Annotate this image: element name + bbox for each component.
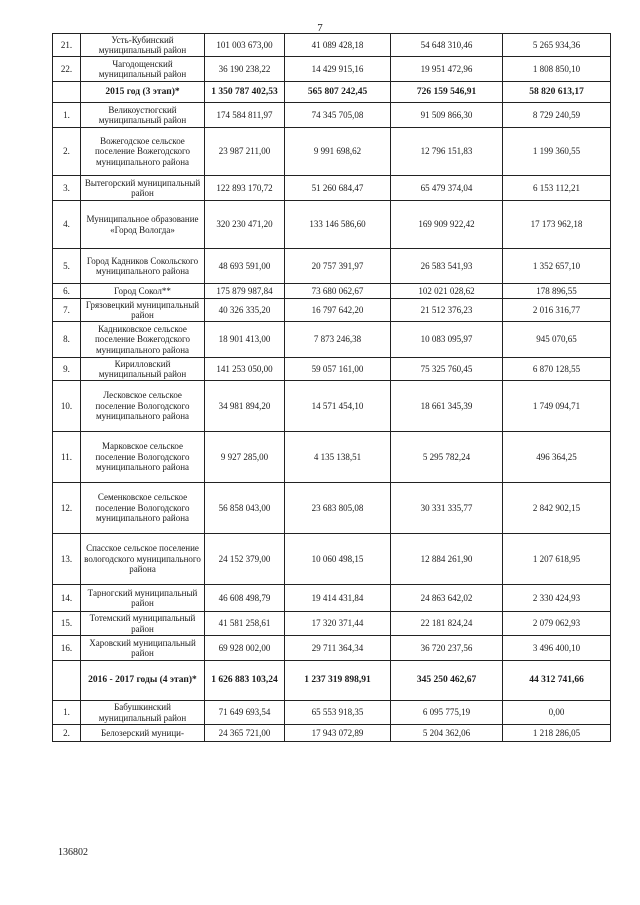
table-row bbox=[53, 432, 611, 483]
fund-share-cell: 14 571 454,10 bbox=[285, 381, 391, 432]
regional-share-cell: 169 909 922,42 bbox=[391, 201, 503, 249]
local-share-cell: 2 842 902,15 bbox=[503, 483, 611, 534]
regional-share-cell: 21 512 376,23 bbox=[391, 299, 503, 322]
fund-share-cell: 133 146 586,60 bbox=[285, 201, 391, 249]
fund-share-cell: 16 797 642,20 bbox=[285, 299, 391, 322]
regional-share-cell: 12 884 261,90 bbox=[391, 534, 503, 585]
regional-share-cell: 26 583 541,93 bbox=[391, 249, 503, 284]
row-number: 3. bbox=[53, 176, 81, 201]
municipality-name: Грязовецкий муниципальный район bbox=[81, 299, 205, 322]
municipality-name: Харовский муниципальный район bbox=[81, 636, 205, 661]
table-row bbox=[53, 57, 611, 82]
local-share-cell: 496 364,25 bbox=[503, 432, 611, 483]
row-number bbox=[53, 661, 81, 701]
section-title: 2015 год (3 этап)* bbox=[81, 82, 205, 103]
row-number: 22. bbox=[53, 57, 81, 82]
total-cost-cell: 9 927 285,00 bbox=[205, 432, 285, 483]
total-cost-cell: 40 326 335,20 bbox=[205, 299, 285, 322]
local-share-cell: 1 218 286,05 bbox=[503, 725, 611, 742]
local-share-cell: 2 079 062,93 bbox=[503, 612, 611, 636]
regional-share-cell: 65 479 374,04 bbox=[391, 176, 503, 201]
fund-share-cell: 20 757 391,97 bbox=[285, 249, 391, 284]
municipality-name: Чагодощенский муниципальный район bbox=[81, 57, 205, 82]
regional-share-cell: 12 796 151,83 bbox=[391, 128, 503, 176]
row-number: 1. bbox=[53, 103, 81, 128]
document-id: 136802 bbox=[58, 847, 88, 858]
regional-share-cell: 10 083 095,97 bbox=[391, 322, 503, 358]
regional-share-cell: 19 951 472,96 bbox=[391, 57, 503, 82]
fund-share-cell: 65 553 918,35 bbox=[285, 701, 391, 725]
total-cost-cell: 101 003 673,00 bbox=[205, 34, 285, 57]
municipality-name: Бабушкинский муниципальный район bbox=[81, 701, 205, 725]
local-share-cell: 6 870 128,55 bbox=[503, 358, 611, 381]
municipality-name: Марковское сельское поселение Вологодского муниципального района bbox=[81, 432, 205, 483]
table-row bbox=[53, 725, 611, 742]
table-row bbox=[53, 381, 611, 432]
municipality-name: Город Сокол** bbox=[81, 284, 205, 299]
local-share-cell: 44 312 741,66 bbox=[503, 661, 611, 701]
local-share-cell: 2 016 316,77 bbox=[503, 299, 611, 322]
table-row bbox=[53, 103, 611, 128]
local-share-cell: 1 808 850,10 bbox=[503, 57, 611, 82]
table-row bbox=[53, 534, 611, 585]
resettlement-budget-table bbox=[52, 33, 611, 742]
row-number: 2. bbox=[53, 725, 81, 742]
municipality-name: Спасское сельское поселение вологодского муниципального района bbox=[81, 534, 205, 585]
total-cost-cell: 18 901 413,00 bbox=[205, 322, 285, 358]
row-number: 8. bbox=[53, 322, 81, 358]
regional-share-cell: 36 720 237,56 bbox=[391, 636, 503, 661]
table-row bbox=[53, 201, 611, 249]
row-number: 21. bbox=[53, 34, 81, 57]
local-share-cell: 1 199 360,55 bbox=[503, 128, 611, 176]
total-cost-cell: 320 230 471,20 bbox=[205, 201, 285, 249]
table-row bbox=[53, 358, 611, 381]
local-share-cell: 6 153 112,21 bbox=[503, 176, 611, 201]
local-share-cell: 0,00 bbox=[503, 701, 611, 725]
total-cost-cell: 23 987 211,00 bbox=[205, 128, 285, 176]
row-number: 7. bbox=[53, 299, 81, 322]
regional-share-cell: 345 250 462,67 bbox=[391, 661, 503, 701]
total-cost-cell: 56 858 043,00 bbox=[205, 483, 285, 534]
row-number bbox=[53, 82, 81, 103]
row-number: 1. bbox=[53, 701, 81, 725]
section-row bbox=[53, 82, 611, 103]
total-cost-cell: 48 693 591,00 bbox=[205, 249, 285, 284]
total-cost-cell: 36 190 238,22 bbox=[205, 57, 285, 82]
municipality-name: Семенковское сельское поселение Вологодского муниципального района bbox=[81, 483, 205, 534]
regional-share-cell: 726 159 546,91 bbox=[391, 82, 503, 103]
row-number: 2. bbox=[53, 128, 81, 176]
fund-share-cell: 29 711 364,34 bbox=[285, 636, 391, 661]
municipality-name: Тотемский муниципальный район bbox=[81, 612, 205, 636]
regional-share-cell: 5 295 782,24 bbox=[391, 432, 503, 483]
regional-share-cell: 18 661 345,39 bbox=[391, 381, 503, 432]
table-row bbox=[53, 612, 611, 636]
municipality-name: Лесковское сельское поселение Вологодского муниципального района bbox=[81, 381, 205, 432]
total-cost-cell: 174 584 811,97 bbox=[205, 103, 285, 128]
table-row bbox=[53, 322, 611, 358]
total-cost-cell: 122 893 170,72 bbox=[205, 176, 285, 201]
row-number: 15. bbox=[53, 612, 81, 636]
row-number: 10. bbox=[53, 381, 81, 432]
regional-share-cell: 30 331 335,77 bbox=[391, 483, 503, 534]
section-row bbox=[53, 661, 611, 701]
section-title: 2016 - 2017 годы (4 этап)* bbox=[81, 661, 205, 701]
regional-share-cell: 54 648 310,46 bbox=[391, 34, 503, 57]
local-share-cell: 1 749 094,71 bbox=[503, 381, 611, 432]
municipality-name: Вытегорский муниципальный район bbox=[81, 176, 205, 201]
municipality-name: Кадниковское сельское поселение Вожегодского муниципального района bbox=[81, 322, 205, 358]
total-cost-cell: 1 350 787 402,53 bbox=[205, 82, 285, 103]
total-cost-cell: 46 608 498,79 bbox=[205, 585, 285, 612]
fund-share-cell: 73 680 062,67 bbox=[285, 284, 391, 299]
local-share-cell: 1 207 618,95 bbox=[503, 534, 611, 585]
fund-share-cell: 565 807 242,45 bbox=[285, 82, 391, 103]
total-cost-cell: 24 365 721,00 bbox=[205, 725, 285, 742]
total-cost-cell: 69 928 002,00 bbox=[205, 636, 285, 661]
local-share-cell: 3 496 400,10 bbox=[503, 636, 611, 661]
table-row bbox=[53, 299, 611, 322]
local-share-cell: 2 330 424,93 bbox=[503, 585, 611, 612]
row-number: 6. bbox=[53, 284, 81, 299]
local-share-cell: 58 820 613,17 bbox=[503, 82, 611, 103]
regional-share-cell: 102 021 028,62 bbox=[391, 284, 503, 299]
regional-share-cell: 6 095 775,19 bbox=[391, 701, 503, 725]
total-cost-cell: 34 981 894,20 bbox=[205, 381, 285, 432]
fund-share-cell: 19 414 431,84 bbox=[285, 585, 391, 612]
municipality-name: Город Кадников Сокольского муниципального района bbox=[81, 249, 205, 284]
table-row bbox=[53, 176, 611, 201]
local-share-cell: 178 896,55 bbox=[503, 284, 611, 299]
municipality-name: Белозерский муници- bbox=[81, 725, 205, 742]
fund-share-cell: 59 057 161,00 bbox=[285, 358, 391, 381]
row-number: 9. bbox=[53, 358, 81, 381]
table-row bbox=[53, 585, 611, 612]
total-cost-cell: 71 649 693,54 bbox=[205, 701, 285, 725]
regional-share-cell: 22 181 824,24 bbox=[391, 612, 503, 636]
regional-share-cell: 5 204 362,06 bbox=[391, 725, 503, 742]
fund-share-cell: 23 683 805,08 bbox=[285, 483, 391, 534]
municipality-name: Великоустюгский муниципальный район bbox=[81, 103, 205, 128]
municipality-name: Муниципальное образование «Город Вологда» bbox=[81, 201, 205, 249]
fund-share-cell: 4 135 138,51 bbox=[285, 432, 391, 483]
fund-share-cell: 17 943 072,89 bbox=[285, 725, 391, 742]
municipality-name: Вожегодское сельское поселение Вожегодского муниципального района bbox=[81, 128, 205, 176]
fund-share-cell: 74 345 705,08 bbox=[285, 103, 391, 128]
local-share-cell: 1 352 657,10 bbox=[503, 249, 611, 284]
table-row bbox=[53, 249, 611, 284]
fund-share-cell: 14 429 915,16 bbox=[285, 57, 391, 82]
table-row bbox=[53, 34, 611, 57]
regional-share-cell: 75 325 760,45 bbox=[391, 358, 503, 381]
row-number: 4. bbox=[53, 201, 81, 249]
row-number: 5. bbox=[53, 249, 81, 284]
row-number: 12. bbox=[53, 483, 81, 534]
local-share-cell: 945 070,65 bbox=[503, 322, 611, 358]
total-cost-cell: 141 253 050,00 bbox=[205, 358, 285, 381]
table-row bbox=[53, 284, 611, 299]
fund-share-cell: 10 060 498,15 bbox=[285, 534, 391, 585]
local-share-cell: 17 173 962,18 bbox=[503, 201, 611, 249]
municipality-name: Усть-Кубинский муниципальный район bbox=[81, 34, 205, 57]
row-number: 11. bbox=[53, 432, 81, 483]
fund-share-cell: 17 320 371,44 bbox=[285, 612, 391, 636]
table-row bbox=[53, 636, 611, 661]
page-number: 7 bbox=[317, 22, 323, 34]
table-row bbox=[53, 701, 611, 725]
row-number: 14. bbox=[53, 585, 81, 612]
row-number: 13. bbox=[53, 534, 81, 585]
fund-share-cell: 51 260 684,47 bbox=[285, 176, 391, 201]
fund-share-cell: 41 089 428,18 bbox=[285, 34, 391, 57]
total-cost-cell: 1 626 883 103,24 bbox=[205, 661, 285, 701]
total-cost-cell: 41 581 258,61 bbox=[205, 612, 285, 636]
regional-share-cell: 24 863 642,02 bbox=[391, 585, 503, 612]
fund-share-cell: 1 237 319 898,91 bbox=[285, 661, 391, 701]
fund-share-cell: 7 873 246,38 bbox=[285, 322, 391, 358]
fund-share-cell: 9 991 698,62 bbox=[285, 128, 391, 176]
regional-share-cell: 91 509 866,30 bbox=[391, 103, 503, 128]
table-row bbox=[53, 128, 611, 176]
local-share-cell: 8 729 240,59 bbox=[503, 103, 611, 128]
municipality-name: Кирилловский муниципальный район bbox=[81, 358, 205, 381]
municipality-name: Тарногский муниципальный район bbox=[81, 585, 205, 612]
row-number: 16. bbox=[53, 636, 81, 661]
total-cost-cell: 175 879 987,84 bbox=[205, 284, 285, 299]
local-share-cell: 5 265 934,36 bbox=[503, 34, 611, 57]
table-row bbox=[53, 483, 611, 534]
total-cost-cell: 24 152 379,00 bbox=[205, 534, 285, 585]
